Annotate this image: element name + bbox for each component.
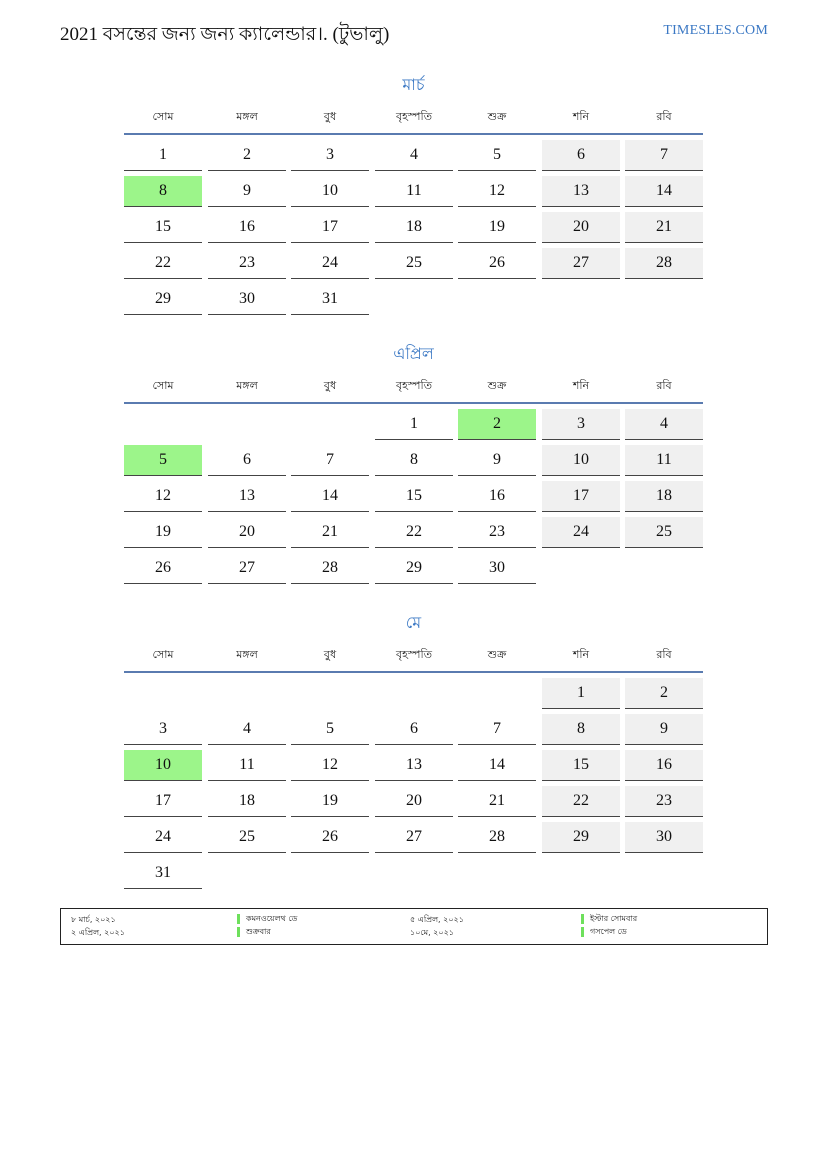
day-cell: 7 (291, 445, 369, 476)
day-cell: 15 (542, 750, 620, 781)
day-cell: 9 (458, 445, 536, 476)
day-cell: 13 (375, 750, 453, 781)
day-cell: 11 (208, 750, 286, 781)
day-cell: 23 (208, 248, 286, 279)
day-cell: 18 (208, 786, 286, 817)
weekday-label: সোম (152, 110, 174, 123)
day-cell: 10 (542, 445, 620, 476)
legend-holiday-name: ইস্টার সোমবার (581, 914, 637, 924)
day-cell: 21 (625, 212, 703, 243)
day-cell: 29 (124, 284, 202, 315)
day-cell: 21 (291, 517, 369, 548)
day-cell: 4 (625, 409, 703, 440)
day-cell: 14 (291, 481, 369, 512)
legend-date: ১০মে, ২০২১ (410, 928, 454, 937)
day-cell: 14 (625, 176, 703, 207)
day-cell: 25 (375, 248, 453, 279)
holiday-legend (60, 908, 768, 945)
day-cell: 12 (124, 481, 202, 512)
month-april (124, 341, 703, 591)
weekday-label: বুধ (323, 379, 337, 392)
day-cell: 8 (542, 714, 620, 745)
weekday-label: বৃহস্পতি (396, 379, 432, 392)
day-cell: 16 (208, 212, 286, 243)
weekday-header (124, 377, 703, 395)
day-cell: 14 (458, 750, 536, 781)
day-cell: 24 (291, 248, 369, 279)
day-cell: 13 (208, 481, 286, 512)
holiday-day-cell: 5 (124, 445, 202, 476)
page-header (60, 18, 768, 46)
day-cell: 20 (542, 212, 620, 243)
month-march (124, 72, 703, 322)
holiday-day-cell: 10 (124, 750, 202, 781)
day-cell: 19 (124, 517, 202, 548)
legend-date: ৮ মার্চ, ২০২১ (71, 915, 116, 924)
month-divider (124, 402, 703, 404)
day-cell: 3 (542, 409, 620, 440)
legend-holiday-name: কমনওয়েলথ ডে (237, 914, 297, 924)
weekday-header (124, 646, 703, 664)
day-cell: 26 (291, 822, 369, 853)
day-cell: 17 (291, 212, 369, 243)
day-cell: 27 (542, 248, 620, 279)
day-cell: 11 (625, 445, 703, 476)
day-cell: 19 (291, 786, 369, 817)
day-cell: 17 (542, 481, 620, 512)
weekday-label: রবি (656, 379, 672, 392)
weekday-label: শুক্র (487, 110, 507, 123)
day-cell: 24 (124, 822, 202, 853)
day-cell: 5 (458, 140, 536, 171)
day-cell: 26 (124, 553, 202, 584)
day-cell: 21 (458, 786, 536, 817)
day-cell: 2 (625, 678, 703, 709)
weekday-label: শনি (572, 379, 590, 392)
month-title: এপ্রিল (393, 344, 434, 363)
day-cell: 3 (291, 140, 369, 171)
day-cell: 1 (542, 678, 620, 709)
day-cell: 16 (625, 750, 703, 781)
weekday-label: শুক্র (487, 648, 507, 661)
day-cell: 3 (124, 714, 202, 745)
day-cell: 19 (458, 212, 536, 243)
month-title: মে (405, 613, 422, 632)
weekday-header (124, 108, 703, 126)
day-cell: 29 (542, 822, 620, 853)
day-cell: 7 (625, 140, 703, 171)
weekday-label: সোম (152, 648, 174, 661)
day-cell: 6 (208, 445, 286, 476)
day-cell: 28 (625, 248, 703, 279)
day-cell: 12 (291, 750, 369, 781)
day-cell: 9 (208, 176, 286, 207)
day-cell: 6 (375, 714, 453, 745)
day-cell: 29 (375, 553, 453, 584)
month-divider (124, 671, 703, 673)
day-cell: 12 (458, 176, 536, 207)
month-may (124, 610, 703, 895)
weekday-label: বুধ (323, 648, 337, 661)
day-cell: 10 (291, 176, 369, 207)
day-cell: 28 (291, 553, 369, 584)
day-cell: 23 (625, 786, 703, 817)
day-cell: 28 (458, 822, 536, 853)
day-cell: 11 (375, 176, 453, 207)
day-cell: 8 (375, 445, 453, 476)
day-cell: 13 (542, 176, 620, 207)
holiday-day-cell: 2 (458, 409, 536, 440)
day-cell: 20 (375, 786, 453, 817)
day-cell: 30 (458, 553, 536, 584)
day-cell: 31 (291, 284, 369, 315)
weekday-label: মঙ্গল (236, 379, 258, 392)
day-cell: 1 (124, 140, 202, 171)
day-cell: 26 (458, 248, 536, 279)
day-cell: 15 (375, 481, 453, 512)
month-divider (124, 133, 703, 135)
day-cell: 1 (375, 409, 453, 440)
day-cell: 27 (375, 822, 453, 853)
weekday-label: রবি (656, 648, 672, 661)
day-cell: 18 (375, 212, 453, 243)
day-cell: 5 (291, 714, 369, 745)
day-cell: 20 (208, 517, 286, 548)
site-link[interactable]: TIMESLES.COM (663, 23, 768, 38)
day-cell: 25 (208, 822, 286, 853)
weekday-label: বৃহস্পতি (396, 110, 432, 123)
holiday-day-cell: 8 (124, 176, 202, 207)
weekday-label: রবি (656, 110, 672, 123)
day-cell: 15 (124, 212, 202, 243)
day-cell: 4 (375, 140, 453, 171)
weekday-label: মঙ্গল (236, 648, 258, 661)
day-cell: 25 (625, 517, 703, 548)
day-cell: 16 (458, 481, 536, 512)
page-title: 2021 বসন্তের জন্য জন্য ক্যালেন্ডার।. (টুভালু) (60, 24, 390, 45)
month-title: মার্চ (402, 75, 425, 94)
weekday-label: শনি (572, 648, 590, 661)
day-cell: 31 (124, 858, 202, 889)
day-cell: 30 (208, 284, 286, 315)
day-cell: 22 (542, 786, 620, 817)
weekday-label: শনি (572, 110, 590, 123)
weekday-label: শুক্র (487, 379, 507, 392)
day-cell: 24 (542, 517, 620, 548)
legend-holiday-name: গসপেল ডে (581, 927, 627, 937)
day-cell: 9 (625, 714, 703, 745)
weekday-label: মঙ্গল (236, 110, 258, 123)
day-cell: 22 (124, 248, 202, 279)
day-cell: 30 (625, 822, 703, 853)
day-cell: 23 (458, 517, 536, 548)
legend-holiday-name: শুক্রবার (237, 927, 271, 937)
legend-date: ৫ এপ্রিল, ২০২১ (410, 915, 464, 924)
legend-date: ২ এপ্রিল, ২০২১ (71, 928, 125, 937)
day-cell: 27 (208, 553, 286, 584)
weekday-label: সোম (152, 379, 174, 392)
day-cell: 6 (542, 140, 620, 171)
day-cell: 4 (208, 714, 286, 745)
day-cell: 22 (375, 517, 453, 548)
day-cell: 18 (625, 481, 703, 512)
weekday-label: বৃহস্পতি (396, 648, 432, 661)
day-cell: 2 (208, 140, 286, 171)
day-cell: 17 (124, 786, 202, 817)
day-cell: 7 (458, 714, 536, 745)
weekday-label: বুধ (323, 110, 337, 123)
